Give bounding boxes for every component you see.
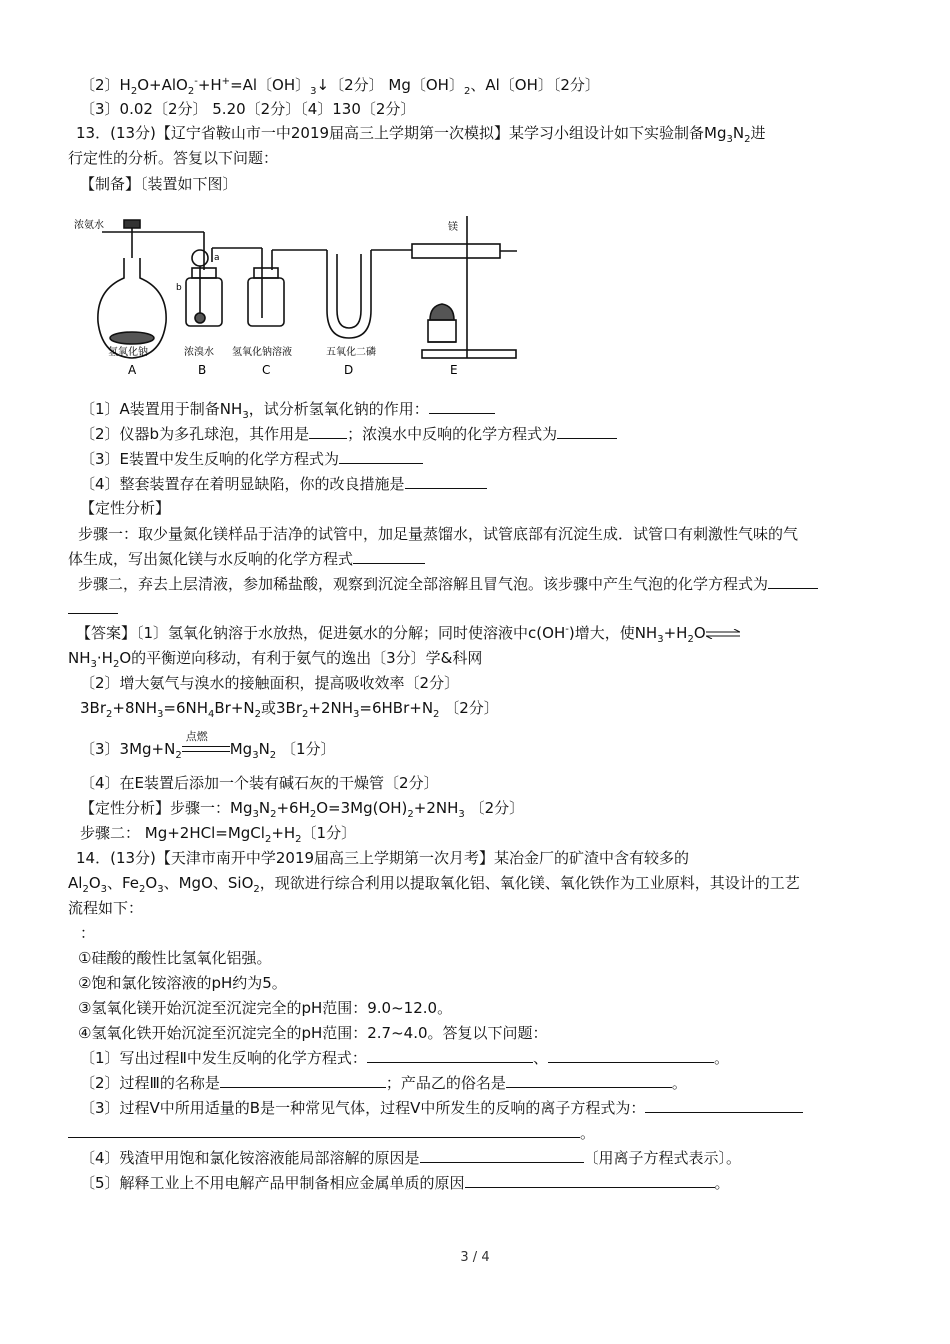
answer-blank[interactable] — [557, 424, 617, 439]
sub-question-14-4: 〔4〕残渣甲用饱和氯化铵溶液能局部溶解的原因是 〔用离子方程式表示〕。 — [80, 1149, 742, 1167]
answer-13-line-2: $NH_3\cdot H_2O$的平衡逆向移动，有利于氨气的逸出〔3分〕学&科网 — [68, 649, 483, 670]
page-number: 3 / 4 — [460, 1250, 490, 1265]
sub-question-14-5: 〔5〕解释工业上不用电解产品甲制备相应金属单质的原因 。 — [80, 1174, 730, 1192]
letter-b: B — [198, 363, 207, 377]
question-14-heading-cont2: 流程如下： — [68, 899, 144, 917]
given-4: ④氢氧化铁开始沉淀至沉淀完全的pH范围：2.7~4.0。答复以下问题： — [78, 1024, 548, 1042]
answer-13-line-1: 【答案】〔1〕氢氧化钠溶于水放热，促进氨水的分解；同时使溶液中c(OH-)增大，使$NH_3+H_2O$ — [76, 622, 891, 644]
letter-c: C — [262, 363, 271, 377]
sub-question-1: 〔1〕A装置用于制备$NH_3$，试分析氢氧化钠的作用： — [80, 398, 895, 420]
label-a: a — [214, 253, 220, 263]
letter-a: A — [128, 363, 137, 377]
apparatus-diagram — [72, 210, 522, 380]
sub-question-14-1: 〔1〕写出过程Ⅱ中发生反响的化学方程式： 、 。 — [80, 1049, 729, 1067]
letter-d: D — [344, 363, 354, 377]
answer-13-line-6: 〔4〕在E装置后添加一个装有碱石灰的干燥管〔2分〕 — [80, 774, 439, 792]
given-1: ①硅酸的酸性比氢氧化铝强。 — [78, 949, 272, 967]
label-naoh-solution: 氢氧化钠溶液 — [232, 347, 292, 358]
qualitative-heading: 【定性分析】 — [80, 499, 171, 517]
label-bromine: 浓溴水 — [184, 347, 214, 358]
step-2-cont — [68, 598, 883, 620]
given-colon: ： — [80, 924, 96, 942]
answer-13-line-8: 步骤二： $Mg+2HCl=MgCl_2+H_2$〔1分〕 — [80, 824, 357, 845]
label-naoh: 氢氧化钠 — [108, 347, 148, 358]
label-mg: 镁 — [448, 222, 458, 233]
answer-blank[interactable] — [220, 1073, 386, 1088]
answer-13-line-3: 〔2〕增大氨气与溴水的接触面积，提高吸收效率〔2分〕 — [80, 674, 460, 692]
label-ammonia: 浓氨水 — [74, 220, 104, 231]
answer-13-line-5: 〔3〕$3Mg+N_2$ 点燃 $Mg_3N_2$ 〔1分〕 — [80, 730, 336, 761]
sub-question-14-2: 〔2〕过程Ⅲ的名称是 ；产品乙的俗名是 。 — [80, 1074, 687, 1092]
step-2: 步骤二，弃去上层清液，参加稀盐酸，观察到沉淀全部溶解且冒气泡。该步骤中产生气泡的化学方程式为 — [78, 573, 893, 595]
answer-blank[interactable] — [429, 399, 495, 414]
reaction-condition-arrow: 点燃 — [182, 740, 230, 754]
answer-13-line-4: $3Br_2+8NH_3=6NH_4Br+N_2$或$3Br_2+2NH_3=6HBr+N_2$ 〔2分〕 — [80, 699, 499, 720]
sub-question-14-3-cont: 。 — [68, 1122, 883, 1144]
answer-blank[interactable] — [353, 549, 425, 564]
answer-blank[interactable] — [465, 1173, 715, 1188]
sub-question-14-3: 〔3〕过程Ⅴ中所用适量的B是一种常见气体，过程Ⅴ中所发生的反响的离子方程式为： — [80, 1097, 895, 1119]
answer-blank[interactable] — [506, 1073, 672, 1088]
answer-blank[interactable] — [309, 424, 347, 439]
sub-question-2: 〔2〕仪器b为多孔球泡，其作用是 ；浓溴水中反响的化学方程式为 — [80, 423, 895, 445]
question-13-heading: 13．(13分)【辽宁省鞍山市一中2019届高三上学期第一次模拟】某学习小组设计如下实验制备$Mg_3N_2$进 — [76, 124, 766, 145]
sub-question-3: 〔3〕E装置中发生反响的化学方程式为 — [80, 448, 895, 470]
label-p2o5: 五氧化二磷 — [326, 347, 376, 358]
given-2: ②饱和氯化铵溶液的pH约为5。 — [78, 974, 287, 992]
answer-blank[interactable] — [339, 449, 423, 464]
prep-heading: 【制备】〔装置如下图〕 — [80, 175, 238, 193]
step-1-cont: 体生成，写出氮化镁与水反响的化学方程式 — [68, 548, 883, 570]
question-14-heading: 14．(13分)【天津市南开中学2019届高三上学期第一次月考】某冶金厂的矿渣中含有较多的 — [76, 849, 690, 867]
answer-blank[interactable] — [645, 1098, 803, 1113]
answer-blank[interactable] — [420, 1148, 584, 1163]
answer-blank[interactable] — [548, 1048, 714, 1063]
answer-blank[interactable] — [68, 1123, 580, 1138]
answer-line-2: 〔2〕$H_2O+AlO_2^-+H^+=Al$〔OH〕$_3$↓〔2分〕 Mg〔OH〕$_2$、Al〔OH〕〔2分〕 — [80, 76, 600, 97]
question-14-heading-cont: $Al_2O_3$、$Fe_2O_3$、MgO、SiO$_2$，现欲进行综合利用以提取氧化铝、氧化镁、氧化铁作为工业原料，其设计的工艺 — [68, 874, 800, 895]
equilibrium-arrow-icon — [706, 629, 740, 639]
answer-blank[interactable] — [367, 1048, 533, 1063]
answer-blank[interactable] — [405, 474, 487, 489]
letter-e: E — [450, 363, 458, 377]
answer-blank[interactable] — [68, 599, 118, 614]
question-13-heading-cont: 行定性的分析。答复以下问题： — [68, 149, 279, 167]
answer-blank[interactable] — [768, 574, 818, 589]
step-1: 步骤一：取少量氮化镁样品于洁净的试管中，加足量蒸馏水，试管底部有沉淀生成．试管口有刺激性气味的气 — [78, 525, 799, 543]
given-3: ③氢氧化镁开始沉淀至沉淀完全的pH范围：9.0~12.0。 — [78, 999, 453, 1017]
label-b: b — [176, 283, 182, 293]
sub-question-4: 〔4〕整套装置存在着明显缺陷，你的改良措施是 — [80, 473, 895, 495]
answer-13-line-7: 【定性分析】步骤一：$Mg_3N_2+6H_2O=3Mg(OH)_2+2NH_3$ 〔2分〕 — [80, 799, 525, 820]
answer-line-3: 〔3〕0.02〔2分〕 5.20〔2分〕〔4〕130〔2分〕 — [80, 100, 416, 118]
